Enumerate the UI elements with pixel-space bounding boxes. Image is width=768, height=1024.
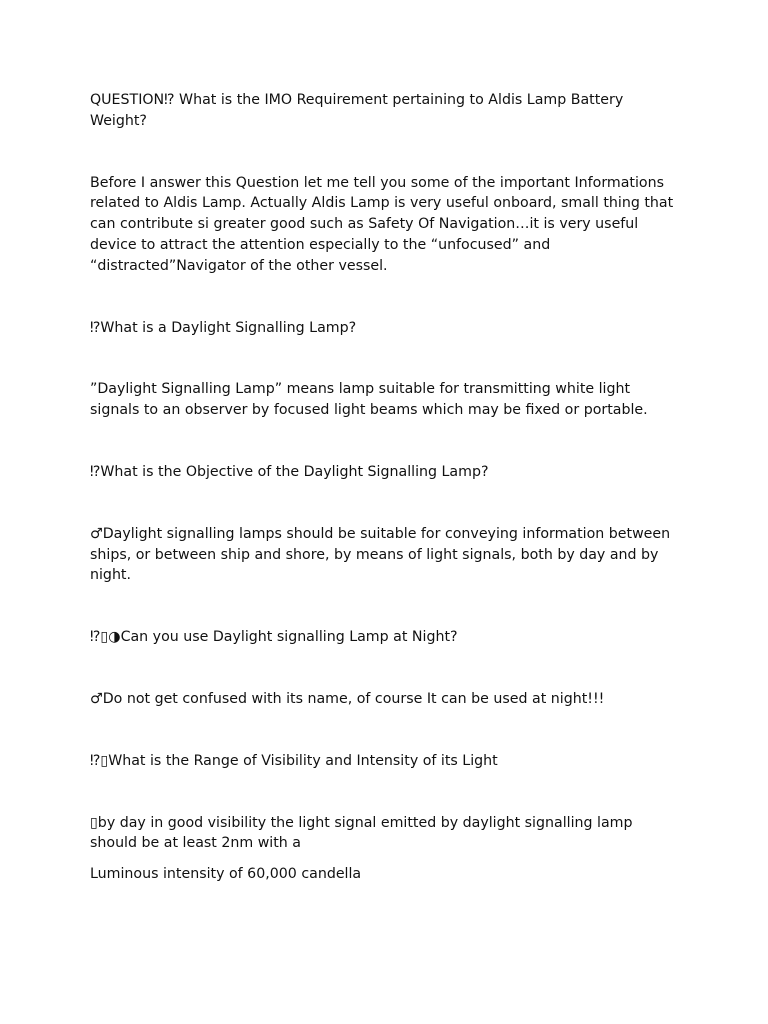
intro-paragraph: Before I answer this Question let me tell you some of the important Informations related to Aldis Lamp. Actually Aldis Lamp is very useful onboard, small thing that can contribute si greater good such as Safety Of Navigation…it is very useful device to attract the attention especially to the “unfocused” and “distracted”Navigator of the other vessel. (90, 174, 674, 274)
range-question: ⁉▯What is the Range of Visibility and Intensity of its Light (90, 752, 498, 769)
luminous-intensity: Luminous intensity of 60,000 candella (90, 866, 362, 883)
objective-answer: ♂Daylight signalling lamps should be suitable for conveying information between ships, or between ship and shore, by means of light signals, both by day and by night. (90, 525, 671, 584)
definition-question: ⁉What is a Daylight Signalling Lamp? (90, 319, 357, 336)
document-body (90, 90, 682, 885)
question-heading: QUESTION⁉ What is the IMO Requirement pertaining to Aldis Lamp Battery Weight? (90, 92, 624, 129)
definition-answer: ”Daylight Signalling Lamp” means lamp suitable for transmitting white light signals to an observer by focused light beams which may be fixed or portable. (90, 381, 648, 419)
objective-question: ⁉What is the Objective of the Daylight Signalling Lamp? (90, 463, 489, 480)
night-use-answer: ♂Do not get confused with its name, of course It can be used at night!!! (90, 690, 605, 707)
range-answer: ▯by day in good visibility the light signal emitted by daylight signalling lamp should be at least 2nm with a (90, 814, 633, 852)
night-use-question: ⁉▯◑Can you use Daylight signalling Lamp at Night? (90, 629, 458, 646)
